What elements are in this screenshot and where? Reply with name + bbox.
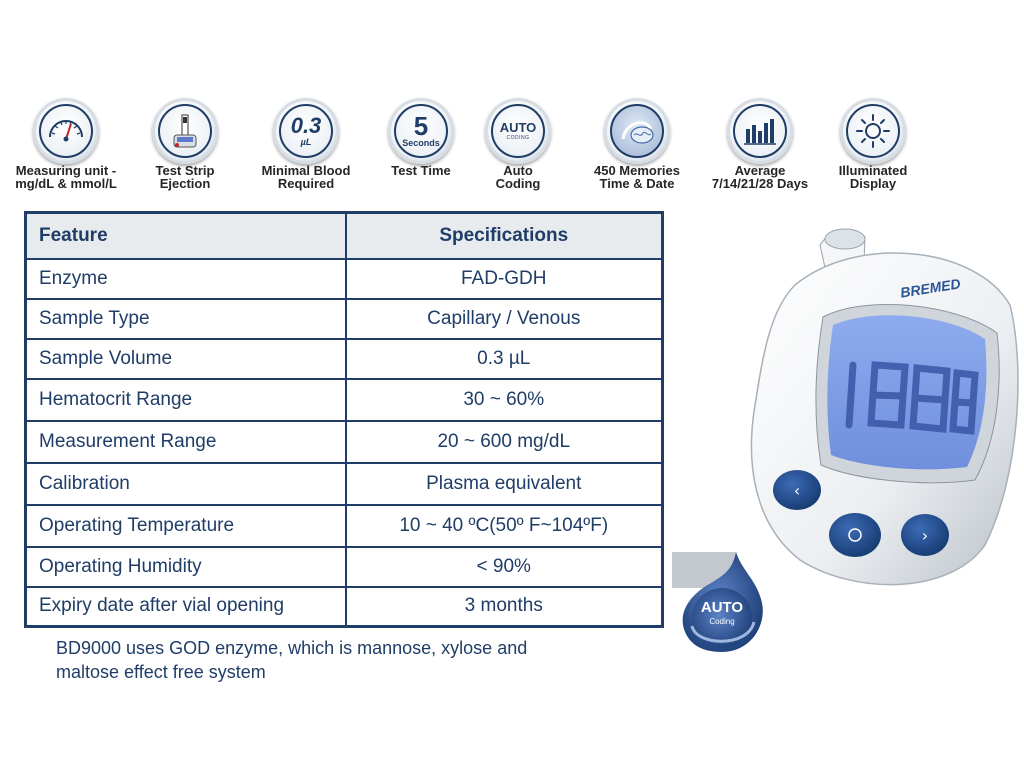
- auto-badge-subtext: Coding: [709, 617, 735, 626]
- enzyme-note: [56, 636, 616, 684]
- timer-icon: [388, 98, 454, 164]
- feature-label-line2: Ejection: [159, 176, 211, 191]
- badge-value: 5: [413, 111, 429, 141]
- note-line2: maltose effect free system: [56, 662, 266, 682]
- badge-unit: CODING: [506, 135, 530, 141]
- glucose-meter-image: [735, 225, 1024, 595]
- bar-chart-icon: [727, 98, 793, 164]
- spec-cell: FAD-GDH: [346, 259, 663, 299]
- badge-unit: µL: [300, 137, 312, 147]
- specifications-table: [24, 211, 664, 628]
- feature-label-line2: 7/14/21/28 Days: [711, 176, 809, 191]
- header-specifications: Specifications: [346, 213, 663, 259]
- feature-cell: Operating Humidity: [26, 547, 346, 587]
- spec-cell: < 90%: [346, 547, 663, 587]
- auto-badge-text: AUTO: [700, 599, 744, 616]
- table-row: [26, 587, 663, 627]
- feature-label-line2: Coding: [495, 176, 541, 191]
- feature-cell: Calibration: [26, 463, 346, 505]
- feature-label-line1: Illuminated: [838, 163, 908, 178]
- feature-label-line1: Measuring unit -: [15, 163, 117, 178]
- table-row: [26, 299, 663, 339]
- svg-text:›: ›: [921, 526, 929, 545]
- device-brand-logo: BREMED: [899, 275, 962, 301]
- feature-cell: Operating Temperature: [26, 505, 346, 547]
- feature-cell: Sample Volume: [26, 339, 346, 379]
- feature-label-line1: Test Strip: [155, 163, 215, 178]
- spec-cell: 20 ~ 600 mg/dL: [346, 421, 663, 463]
- feature-label-line2: mg/dL & mmol/L: [15, 176, 117, 191]
- feature-icons-row: [0, 98, 1024, 208]
- table-row: [26, 379, 663, 421]
- header-feature: Feature: [26, 213, 346, 259]
- table-row: [26, 547, 663, 587]
- auto-coding-icon: [485, 98, 551, 164]
- sun-icon: [840, 98, 906, 164]
- spec-cell: 10 ~ 40 ºC(50º F~104ºF): [346, 505, 663, 547]
- feature-label-line1: Average: [734, 163, 786, 178]
- blood-volume-icon: [273, 98, 339, 164]
- feature-label-line2: Time & Date: [599, 176, 675, 191]
- table-header-row: [26, 213, 663, 259]
- badge-unit: Seconds: [402, 138, 440, 148]
- feature-cell: Hematocrit Range: [26, 379, 346, 421]
- memory-brain-icon: [604, 98, 670, 164]
- badge-value: AUTO: [499, 120, 537, 135]
- feature-label-line1: 450 Memories: [594, 163, 680, 178]
- note-line1: BD9000 uses GOD enzyme, which is mannose, xylose and: [56, 638, 528, 658]
- spec-cell: Capillary / Venous: [346, 299, 663, 339]
- feature-label-line1: Minimal Blood: [261, 163, 351, 178]
- spec-cell: 0.3 µL: [346, 339, 663, 379]
- svg-text:‹: ‹: [793, 481, 801, 500]
- table-row: [26, 421, 663, 463]
- test-strip-icon: [152, 98, 218, 164]
- spec-cell: 30 ~ 60%: [346, 379, 663, 421]
- auto-coding-badge: [672, 552, 772, 662]
- spec-cell: 3 months: [346, 587, 663, 627]
- feature-cell: Sample Type: [26, 299, 346, 339]
- feature-label-line2: Required: [277, 176, 335, 191]
- badge-value: 0.3: [290, 113, 322, 138]
- table-row: [26, 505, 663, 547]
- feature-label-line1: Test Time: [391, 163, 451, 178]
- feature-label-line1: Auto: [503, 163, 533, 178]
- table-row: [26, 259, 663, 299]
- spec-cell: Plasma equivalent: [346, 463, 663, 505]
- table-row: [26, 463, 663, 505]
- gauge-icon: [33, 98, 99, 164]
- feature-cell: Measurement Range: [26, 421, 346, 463]
- table-row: [26, 339, 663, 379]
- feature-cell: Enzyme: [26, 259, 346, 299]
- feature-label-line2: Display: [849, 176, 897, 191]
- feature-cell: Expiry date after vial opening: [26, 587, 346, 627]
